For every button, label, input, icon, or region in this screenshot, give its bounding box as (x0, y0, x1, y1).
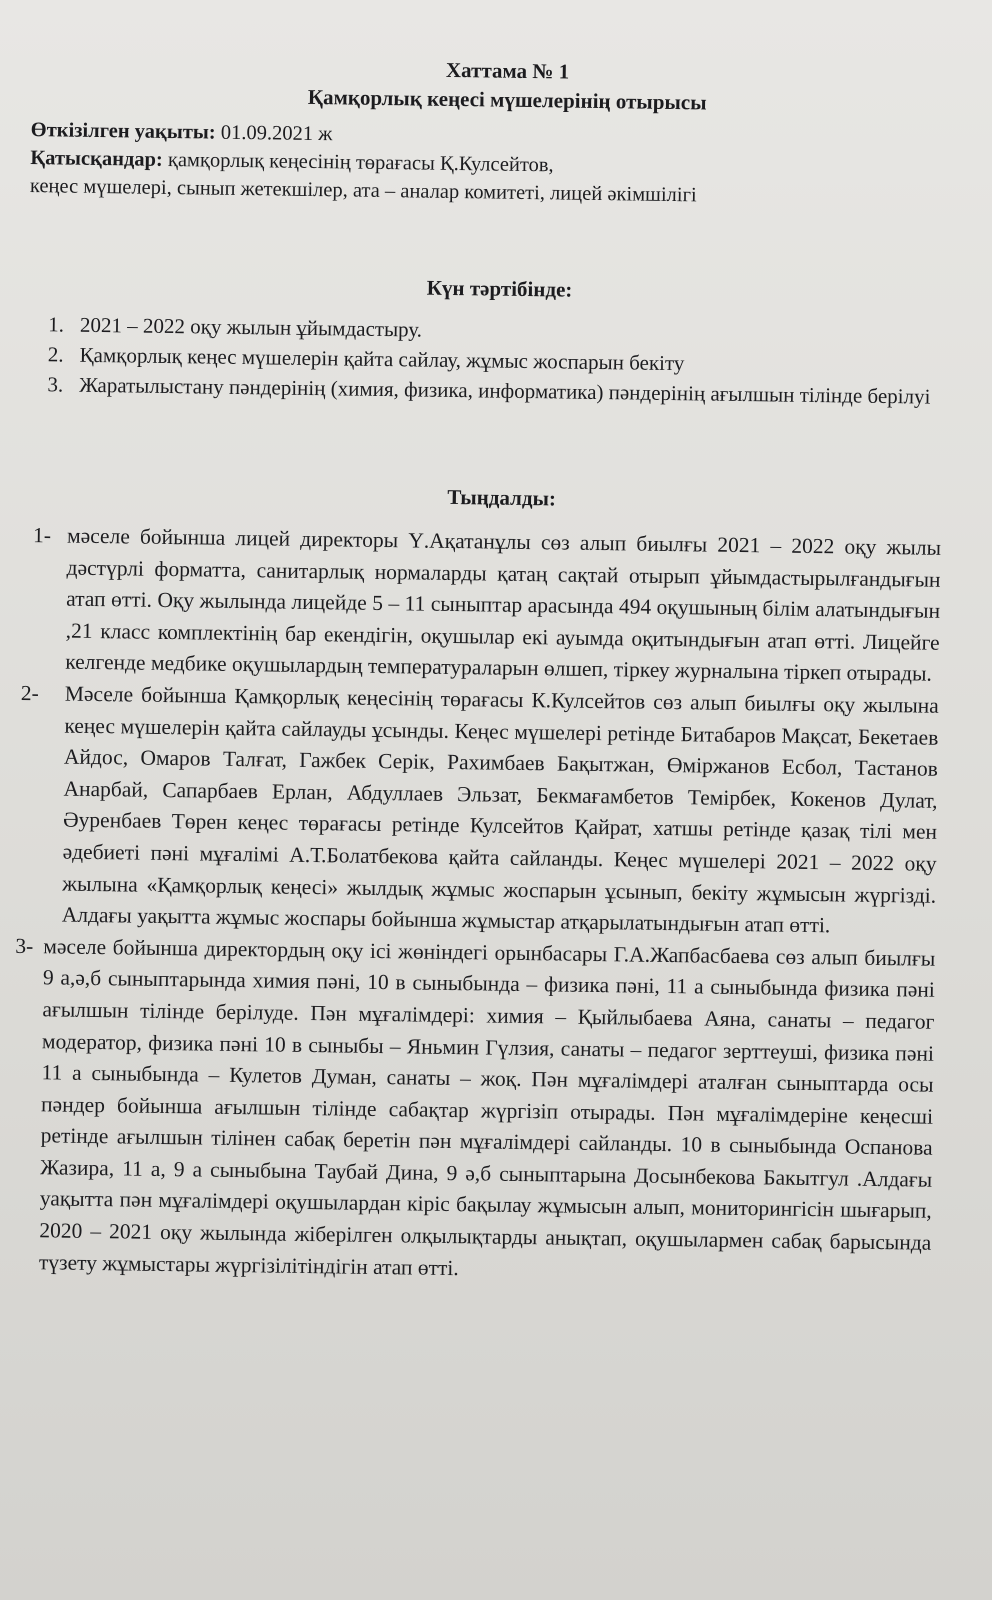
heard-item (19, 520, 941, 691)
heard-item (11, 931, 936, 1291)
date-label: Өткізілген уақыты: (30, 119, 216, 144)
heard-item (16, 678, 939, 944)
heard-item-text: мәселе бойынша лицей директоры Ү.Ақатанұлы сөз алып биылғы 2021 – 2022 оқу жылы дәстүрлі форматта, санитарлық нормаларды қатаң сақтай отырып ұйымдастырылғандығын атап өтті. Оқу жылында лицейде 5 – 11 сыныптар арасында 494 оқушының білім алатындығын ,21 класс комплектінің бар екендігін, оқушылар екі ауымда оқитындығын атап өтті. Лицейге келгенде медбике оқушылардың температураларын өлшеп, тіркеу журналына тіркеп отырады. (65, 523, 942, 687)
participants-text: қамқорлық кеңесінің төрағасы Қ.Кулсейтов, (167, 148, 554, 177)
agenda-item-text: Қамқорлық кеңес мүшелерін қайта сайлау, жұмыс жоспарын бекіту (79, 342, 685, 376)
heard-item-number: 3- (15, 933, 34, 958)
meta-block (26, 116, 947, 213)
document-content (11, 40, 948, 1291)
heard-item-text: Мәселе бойынша Қамқорлық кеңесінің төрағасы К.Кулсейтов сөз алып биылғы оқу жылына кеңес мүшелерін қайта сайлауды ұсынды. Кеңес мүшелері ретінде Битабаров Мақсат, Бекетаев Айдос, Омаров Талғат, Гажбек Серік, Рахимбаев Бақытжан, Өміржанов Есбол, Тастанов Анарбай, Сапарбаев Ерлан, Абдуллаев Эльзат, Бекмағамбетов Темірбек, Кокенов Дулат, Әуренбаев Төрен кеңес төрағасы ретінде Кулсейтов Қайрат, хатшы ретінде қазақ тілі мен әдебиеті пәні мұғалімі А.Т.Болатбекова қайта сайланды. Кеңес мүшелері 2021 – 2022 оқу жылына «Қамқорлық кеңесі» жылдық жұмыс жоспарын ұсынып, бекіту жұмысын жүргізді. Алдағы уақытта жұмыс жоспары бойынша жұмыстар атқарылатындығын атап өтті. (61, 681, 939, 938)
agenda-title: Күн тәртібінде: (426, 275, 573, 302)
agenda-item-text: Жаратылыстану пәндерінің (химия, физика, информатика) пәндерінің ағылшын тілінде берілуі (79, 372, 931, 409)
agenda-item-number: 3. (47, 372, 64, 397)
heard-item-number: 1- (32, 523, 52, 548)
participants-line-2: кеңес мүшелері, сынып жетекшілер, ата – аналар комитеті, лицей әкімшілігі (29, 175, 697, 207)
heard-item-number: 2- (20, 680, 39, 706)
document-title: Хаттама № 1 (445, 57, 570, 84)
document-subtitle: Қамқорлық кеңесі мүшелерінің отырысы (307, 84, 707, 115)
agenda-item-number: 2. (47, 342, 64, 367)
agenda-item-text: 2021 – 2022 оқу жылын ұйымдастыру. (79, 312, 423, 342)
agenda-item-number: 1. (48, 312, 65, 337)
date-value: 01.09.2021 ж (220, 121, 333, 146)
agenda-list (23, 309, 944, 412)
heard-item-text: мәселе бойынша директордың оқу ісі жөніндегі орынбасары Г.А.Жапбасбаева сөз алып биылғы 9 а,ә,б сыныптарында химия пәні, 10 в сыныбында – физика пәні, 11 а сыныбында физика пәні ағылшын тілінде берілуде. Пән мұғалімдері: химия – Қыйлыбаева Аяна, санаты – педагог модератор, физика пәні 10 в сыныбы – Яньмин Гүлзия, санаты – педагог зерттеуші, физика пәні 11 а сыныбында – Кулетов Думан, санаты – жоқ. Пән мұғалімдері аталған сыныптарда осы пәндер бойынша ағылшын тілінде сабақтар жүргізіп отырады. Пән мұғалімдеріне кеңесші ретінде ағылшын тілінен сабақ беретін пән мұғалімдері сайланды. 10 в сыныбында Оспанова Жазира, 11 а, 9 а сыныбына Таубай Дина, 9 ә,б сыныптарына Досынбекова Бакытгул .Алдағы уақытта пән мұғалімдері оқушылардан кіріс бақылау жұмысын алып, мониторингісін шығарып, 2020 – 2021 оқу жылында жіберілген олқылықтарды анықтап, оқушылармен сабақ барысында түзету жұмыстары жүргізілітіндігін атап өтті. (38, 934, 936, 1280)
heard-title: Тыңдалды: (447, 484, 557, 511)
participants-label: Қатысқандар: (30, 147, 163, 171)
